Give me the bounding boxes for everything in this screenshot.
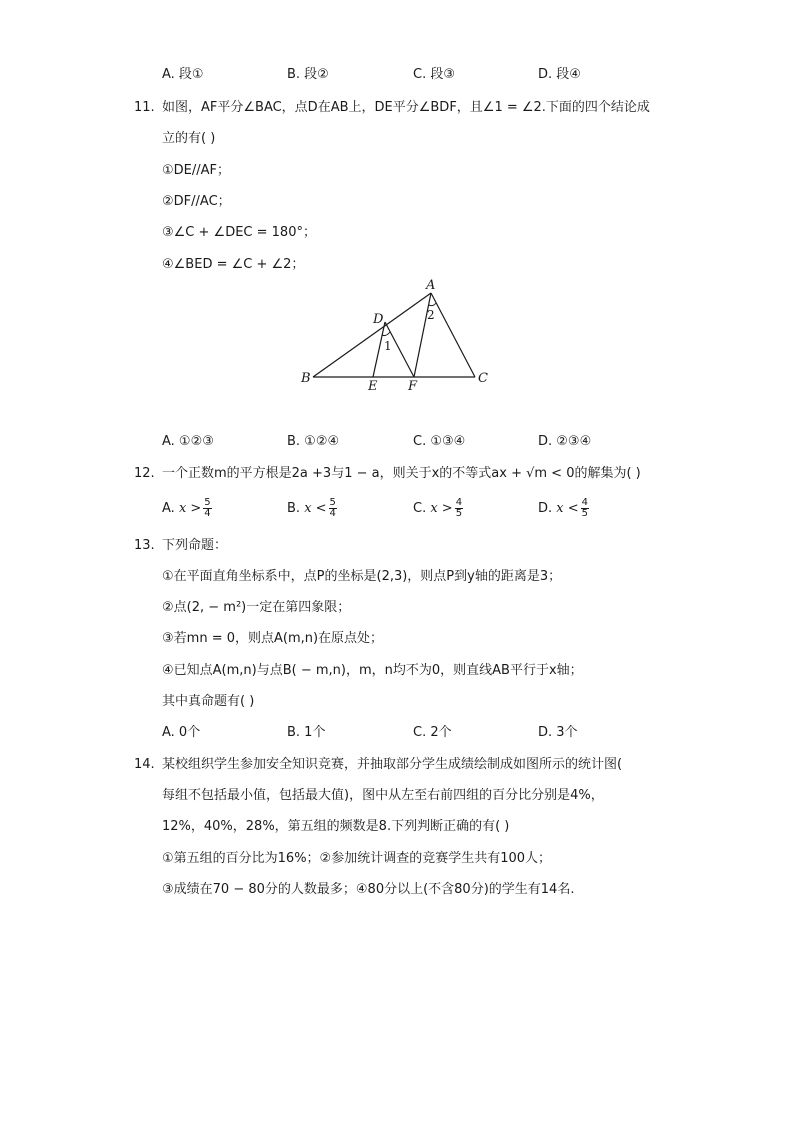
q12-option-a: [162, 498, 212, 519]
q14-line-5: ③成绩在70 − 80分的人数最多；④80分以上(不含80分)的学生有14名.: [162, 882, 575, 897]
option-relation: x >: [430, 501, 453, 516]
label-angle-1: 1: [384, 339, 392, 353]
numerator: 5: [204, 497, 211, 508]
q10-option-c: C. 段③: [413, 67, 455, 82]
label-f: F: [408, 379, 418, 394]
q12-stem: 一个正数m的平方根是2a +3与1 − a，则关于x的不等式ax + √m < 0的解集为( ): [162, 466, 641, 481]
q12-option-d: [538, 498, 589, 519]
q11-option-d: D. ②③④: [538, 434, 592, 449]
q11-stem-line2: 立的有( ): [162, 131, 216, 146]
option-relation: x <: [556, 501, 579, 516]
fraction: [581, 498, 589, 519]
q13-number: 13.: [134, 538, 155, 553]
segment-ba: [313, 293, 431, 377]
q11-option-a: A. ①②③: [162, 434, 214, 449]
label-c: C: [478, 371, 488, 386]
denominator: 5: [581, 508, 589, 519]
label-b: B: [301, 371, 311, 386]
denominator: 4: [329, 508, 336, 519]
q11-option-c: C. ①③④: [413, 434, 466, 449]
q12-option-c: [413, 498, 463, 519]
q13-option-c: C. 2个: [413, 725, 452, 740]
q13-stem: 下列命题：: [162, 538, 228, 553]
label-angle-2: 2: [427, 308, 435, 322]
segment-af: [414, 293, 431, 377]
numerator: 4: [455, 497, 463, 508]
denominator: 4: [204, 508, 211, 519]
label-a: A: [426, 278, 436, 293]
label-e: E: [368, 379, 378, 394]
option-prefix: D.: [538, 501, 557, 516]
option-prefix: C.: [413, 501, 431, 516]
option-prefix: B.: [287, 501, 305, 516]
q13-statement-1: ①在平面直角坐标系中，点P的坐标是(2,3)，则点P到y轴的距离是3；: [162, 569, 562, 584]
q14-number: 14.: [134, 757, 155, 772]
q12-option-b: [287, 498, 337, 519]
denominator: 5: [455, 508, 463, 519]
q13-statement-4: ④已知点A(m,n)与点B( − m,n)，m，n均不为0，则直线AB平行于x轴；: [162, 663, 583, 678]
q14-line-4: ①第五组的百分比为16%；②参加统计调查的竞赛学生共有100人；: [162, 851, 552, 866]
option-relation: x >: [178, 501, 202, 516]
fraction: [329, 498, 337, 519]
q11-number: 11.: [134, 100, 155, 115]
fraction: [203, 498, 211, 519]
segment-ac: [431, 293, 475, 377]
q11-statement-3: ③∠C + ∠DEC = 180°；: [162, 225, 316, 240]
q11-statement-1: ①DE//AF；: [162, 163, 231, 178]
fraction: [455, 498, 463, 519]
q10-option-d: D. 段④: [538, 67, 581, 82]
q11-statement-4: ④∠BED = ∠C + ∠2；: [162, 257, 305, 272]
q14-line-3: 12%，40%，28%，第五组的频数是8.下列判断正确的有( ): [162, 819, 510, 834]
q13-option-b: B. 1个: [287, 725, 326, 740]
q11-statement-2: ②DF//AC；: [162, 194, 231, 209]
angle-2-arc: [429, 303, 436, 306]
q11-triangle-figure: [290, 275, 500, 395]
option-relation: x <: [304, 501, 327, 516]
q13-option-d: D. 3个: [538, 725, 578, 740]
numerator: 4: [581, 497, 589, 508]
q10-option-b: B. 段②: [287, 67, 329, 82]
q13-question: 其中真命题有( ): [162, 694, 255, 709]
label-d: D: [373, 312, 384, 327]
q12-number: 12.: [134, 466, 155, 481]
numerator: 5: [329, 497, 336, 508]
q13-option-a: A. 0个: [162, 725, 201, 740]
q13-statement-2: ②点(2, − m²)一定在第四象限；: [162, 600, 351, 615]
q11-option-b: B. ①②④: [287, 434, 340, 449]
option-prefix: A.: [162, 501, 179, 516]
q11-stem-line1: 如图，AF平分∠BAC，点D在AB上，DE平分∠BDF，且∠1 = ∠2.下面的四个结论成: [162, 100, 650, 115]
q13-statement-3: ③若mn = 0，则点A(m,n)在原点处；: [162, 631, 384, 646]
q10-option-a: A. 段①: [162, 67, 204, 82]
q14-line-1: 某校组织学生参加安全知识竞赛，并抽取部分学生成绩绘制成如图所示的统计图(: [162, 757, 623, 772]
q14-line-2: 每组不包括最小值，包括最大值)，图中从左至右前四组的百分比分别是4%，: [162, 788, 604, 803]
